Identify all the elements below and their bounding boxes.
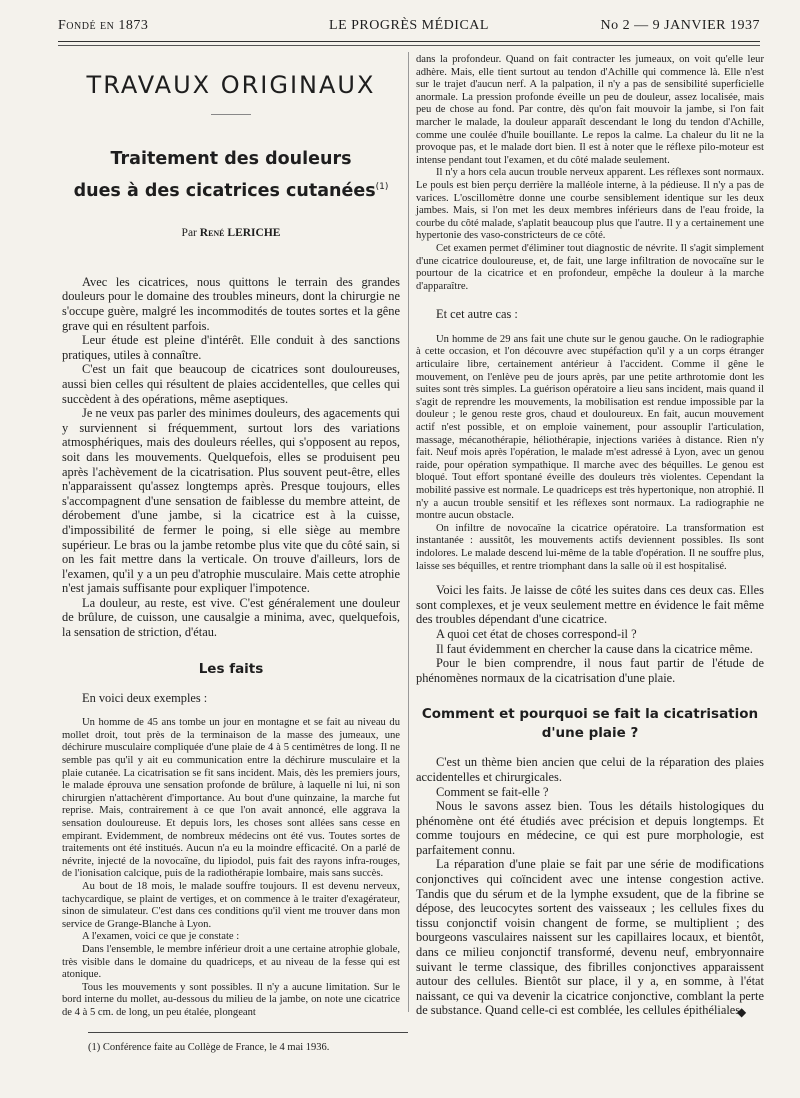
paragraph: Pour le bien comprendre, il nous faut partir de l'étude de phénomènes normaux de la cicatrisation d'une plaie.: [416, 656, 764, 685]
footnote: (1) Conférence faite au Collège de France, le 4 mai 1936.: [88, 1041, 330, 1053]
column-divider: [408, 52, 409, 1012]
cicatrisation-text: [416, 755, 764, 1018]
case1-text: [62, 717, 400, 1019]
footnote-rule: [88, 1032, 408, 1033]
paragraph: Comment se fait-elle ?: [436, 784, 549, 799]
article-title-line2: [62, 173, 400, 205]
paragraph: Leur étude est pleine d'intérêt. Elle conduit à des sanctions pratiques, utiles à connaître.: [62, 333, 400, 362]
paragraph: Cet examen permet d'éliminer tout diagnostic de névrite. Il s'agit simplement d'une cicatrice douloureuse, et, de fait, une large infiltration de novocaïne sur le pourtour de la cicatrice et en profondeur, empêche la douleur à la marche d'apparaître.: [416, 242, 764, 292]
left-column: [62, 54, 400, 1054]
journal-name: LE PROGRÈS MÉDICAL: [329, 18, 489, 33]
paragraph: Un homme de 29 ans fait une chute sur le genou gauche. On le radiographie à cette occasion, et l'on découvre avec stupéfaction qu'il y a un corps étranger articulaire libre, certainement antérieur à l'accident. Comme il gêne le mouvement, on l'enlève peu de jours après, par une petite arthrotomie dont les suites sont très simples. La guérison opératoire a lieu sans incident, mais quand il s'agit de reprendre les mouvements, la mobilisation est rendue impossible par la douleur ; le genou reste gros, chaud et douloureux. En fait, aucun mouvement actif n'est possible, et on emploie vainement, pour assouplir l'articulation, massage, mécanothérapie, héliothérapie, injections variées à distance. Rien n'y fait. Neuf mois après l'opération, le malade m'est adressé à Lyon, avec un genou raide, pour opération sympathique. Il marche avec des béquilles. Le genou est bloqué. Tout effort spontané éveille des douleurs très violentes. Cependant la mobilité passive est normale. Le quadriceps est très hypertonique, non atrophié. Il n'y a aucun trouble sensitif et les réflexes sont normaux. La radiographie ne montre aucun obstacle.: [416, 333, 764, 522]
byline-prefix: Par: [181, 226, 197, 239]
right-column: [416, 54, 764, 1018]
author-name: René LERICHE: [199, 226, 281, 239]
paragraph: Il faut évidemment en chercher la cause dans la cicatrice même.: [436, 641, 753, 656]
paragraph: dans la profondeur. Quand on fait contracter les jumeaux, on voit qu'elle leur adhère. Mais, elle tient surtout au tendon d'Achille qui commence là. Elle n'est sur le trajet d'aucun nerf. A la palpation, il n'y a pas de sensibilité superficielle anormale. La pression profonde éveille un peu de douleur, assez localisée, mais peu de chose au fond. Par contre, dès qu'on fait mouvoir la jambe, si l'on fait marcher le malade, la douleur apparaît descendant le long du tendon d'Achille, comme une coulée d'huile bouillante. Le repos la calme. La chaleur du lit ne la provoque pas, et le malade dort bien. Il est à noter que le réflexe pilo-moteur est intense pendant tout l'examen, et du côté malade seulement.: [416, 54, 764, 166]
article-title: [62, 145, 400, 205]
paragraph: Voici les faits. Je laisse de côté les suites dans ces deux cas. Elles sont complexes, et je veux seulement mettre en évidence le fait même des troubles dépendant d'une cicatrice.: [416, 583, 764, 627]
paragraph: Au bout de 18 mois, le malade souffre toujours. Il est devenu nerveux, tachycardique, se plaint de vertiges, et on commence à le traiter d'exagérateur, sinon de simulateur. C'est dans ces conditions qu'il vient me trouver dans mon service de Grange-Blanche à Lyon.: [62, 880, 400, 930]
header-rule-thin: [58, 45, 760, 46]
paragraph: La réparation d'une plaie se fait par une série de modifications conjonctives qui coïncident avec une intense congestion active. Tandis que du sérum et de la lymphe exsudent, que de la fibrine se dépose, des leucocytes sortent des vaisseaux ; les cellules fixes du tissu conjonctif voisin changent de forme, se multiplient ; des bourgeons vasculaires naissent sur les capillaires locaux, et bientôt, dans ce milieu conjonctif transformé, devenu neuf, embryonnaire suivant le terme classique, des fibrilles conjonctives apparaissent autour des cellules. Bientôt sur place, il y a, en somme, à l'état naissant, ce qui va devenir la cicatrice conjonctive, comblant la perte de substance. Quand celle-ci est comblée, les cellules épithéliales: [416, 857, 764, 1018]
paragraph: Tous les mouvements y sont possibles. Il n'y a aucune limitation. Sur le bord interne du mollet, au-dessous du milieu de la jambe, on note une cicatrice de 4 à 5 cm. de long, un peu étalée, plongeant: [62, 981, 400, 1018]
byline: [62, 227, 400, 239]
subheading-line1: Comment et pourquoi se fait la cicatrisation: [421, 706, 759, 723]
article-title-line1: Traitement des douleurs: [110, 149, 352, 169]
article-title-line2-text: dues à des cicatrices cutanées: [73, 180, 376, 201]
title-divider: [211, 114, 251, 115]
header-rule: [58, 41, 760, 42]
subheading-line2: d'une plaie ?: [541, 725, 639, 742]
footnote-ref[interactable]: (1): [375, 182, 389, 192]
founded-note: Fondé en 1873: [58, 18, 149, 33]
paragraph: A quoi cet état de choses correspond-il ?: [436, 626, 637, 641]
paragraph: C'est un thème bien ancien que celui de la réparation des plaies accidentelles et chirurgicales.: [416, 755, 764, 784]
faits-lead: En voici deux exemples :: [82, 690, 208, 705]
paragraph: A l'examen, voici ce que je constate :: [82, 931, 240, 943]
case1-continued: [416, 54, 764, 293]
paragraph: On infiltre de novocaïne la cicatrice opératoire. La transformation est instantanée : aussitôt, les mouvements actifs deviennent possibles. Ils sont indolores. Le malade descend lui-même de la table d'opération. Il ne souffre plus, laisse ses béquilles, et rentre triomphant dans la salle où il est hospitalisé.: [416, 522, 764, 572]
paragraph: Avec les cicatrices, nous quittons le terrain des grandes douleurs pour le domaine des troubles mineurs, dont la chirurgie ne s'occupe guère, malgré les incommodités de toutes sortes et la gêne grave qui en résultent parfois.: [62, 274, 400, 333]
running-header: [58, 18, 760, 40]
paragraph: La douleur, au reste, est vive. C'est généralement une douleur de brûlure, de cuisson, une causalgie a minima, avec, quelquefois, la sensation de striction, d'étau.: [62, 595, 400, 640]
paragraph: Je ne veux pas parler des minimes douleurs, des agacements qui y surviennent si fréquemment, surtout lors des variations atmosphériques, mais des douleurs réelles, qui s'opposent au repos, soit dans les mouvements. Quelquefois, elles se produisent peu après l'achèvement de la cicatrisation. Plus souvent peut-être, elles n'apparaissent qu'assez longtemps après. Presque toujours, elles s'accompagnent d'une sensation de faiblesse du membre atteint, de dérobement d'une jambe, si la cicatrice est à la cuisse, d'impossibilité de fermer le poing, si elle siège au membre supérieur. Le bras ou la jambe retombe plus vite que du côté sain, si on les fait mettre dans la verticale. On trouve d'ailleurs, lors de l'examen, qu'il y a un peu d'atrophie musculaire. Mais cette atrophie n'est jamais suffisante pour expliquer l'impotence.: [62, 406, 400, 596]
paragraph: Nous le savons assez bien. Tous les détails histologiques du phénomène ont été étudiés avec précision et depuis longtemps. Et comme toujours en médecine, ce qui est pure morphologie, est parfaitement connu.: [416, 799, 764, 857]
case2-text: [416, 334, 764, 573]
section-title: TRAVAUX ORIGINAUX: [86, 71, 376, 99]
subheading-cicatrisation: [416, 705, 764, 743]
paragraph: Dans l'ensemble, le membre inférieur droit a une certaine atrophie globale, très visible dans le domaine du quadriceps, et au niveau de la fesse qui est atonique.: [62, 943, 400, 981]
subheading-faits: Les faits: [198, 660, 264, 677]
issue-date: No 2 — 9 JANVIER 1937: [600, 18, 760, 33]
diamond-icon: ◆: [737, 1005, 747, 1019]
case2-lead: Et cet autre cas :: [436, 307, 518, 322]
paragraph: C'est un fait que beaucoup de cicatrices sont douloureuses, aussi bien celles qui résultent de plaies accidentelles, que celles qui succèdent à des opérations, même aseptiques.: [62, 362, 400, 406]
discussion-text: [416, 583, 764, 685]
paragraph: Il n'y a hors cela aucun trouble nerveux apparent. Les réflexes sont normaux. Le pouls est bien perçu derrière la malléole interne, à la pédieuse. Il n'y a pas de varices. L'oscillomètre donne une courbe sensiblement identique sur les deux jambes. Mais, si l'on met les deux membres inférieurs dans de l'eau froide, la courbe du côté malade, s'aplatit beaucoup plus que l'autre. Il y a certainement une hypertonie des vaso-constricteurs de ce côté.: [416, 167, 764, 242]
intro-text: [62, 275, 400, 640]
paragraph: Un homme de 45 ans tombe un jour en montagne et se fait au niveau du mollet droit, tout près de la terminaison de la masse des jumeaux, une déchirure musculaire compliquée d'une plaie de 4 à 5 centimètres de long. Il ne semble pas qu'il y ait eu communication entre la déchirure musculaire et la plaie cutanée. La cicatrisation se fit sans incident. Mais, dès les premiers jours, le malade éprouva une sensation profonde de brûlure, à laquelle ni lui, ni son chirurgien n'attachèrent d'importance. Au bout d'une quinzaine, la marche fut reprise. Mais, contrairement à ce que l'on avait annoncé, elle aggrava la sensation douloureuse. Et depuis lors, les choses sont allées sans cesse en empirant. Evidemment, de nombreux médecins ont été vus. Toutes sortes de traitements ont été institués. Aucun n'a eu la moindre efficacité. On a parlé de névrite, injecté de la novocaïne, du lipiodol, puis fait des rayons infra-rouges, de l'ionisation calcique, puis de la radiothérapie lombaire, mais sans succès.: [62, 717, 400, 880]
